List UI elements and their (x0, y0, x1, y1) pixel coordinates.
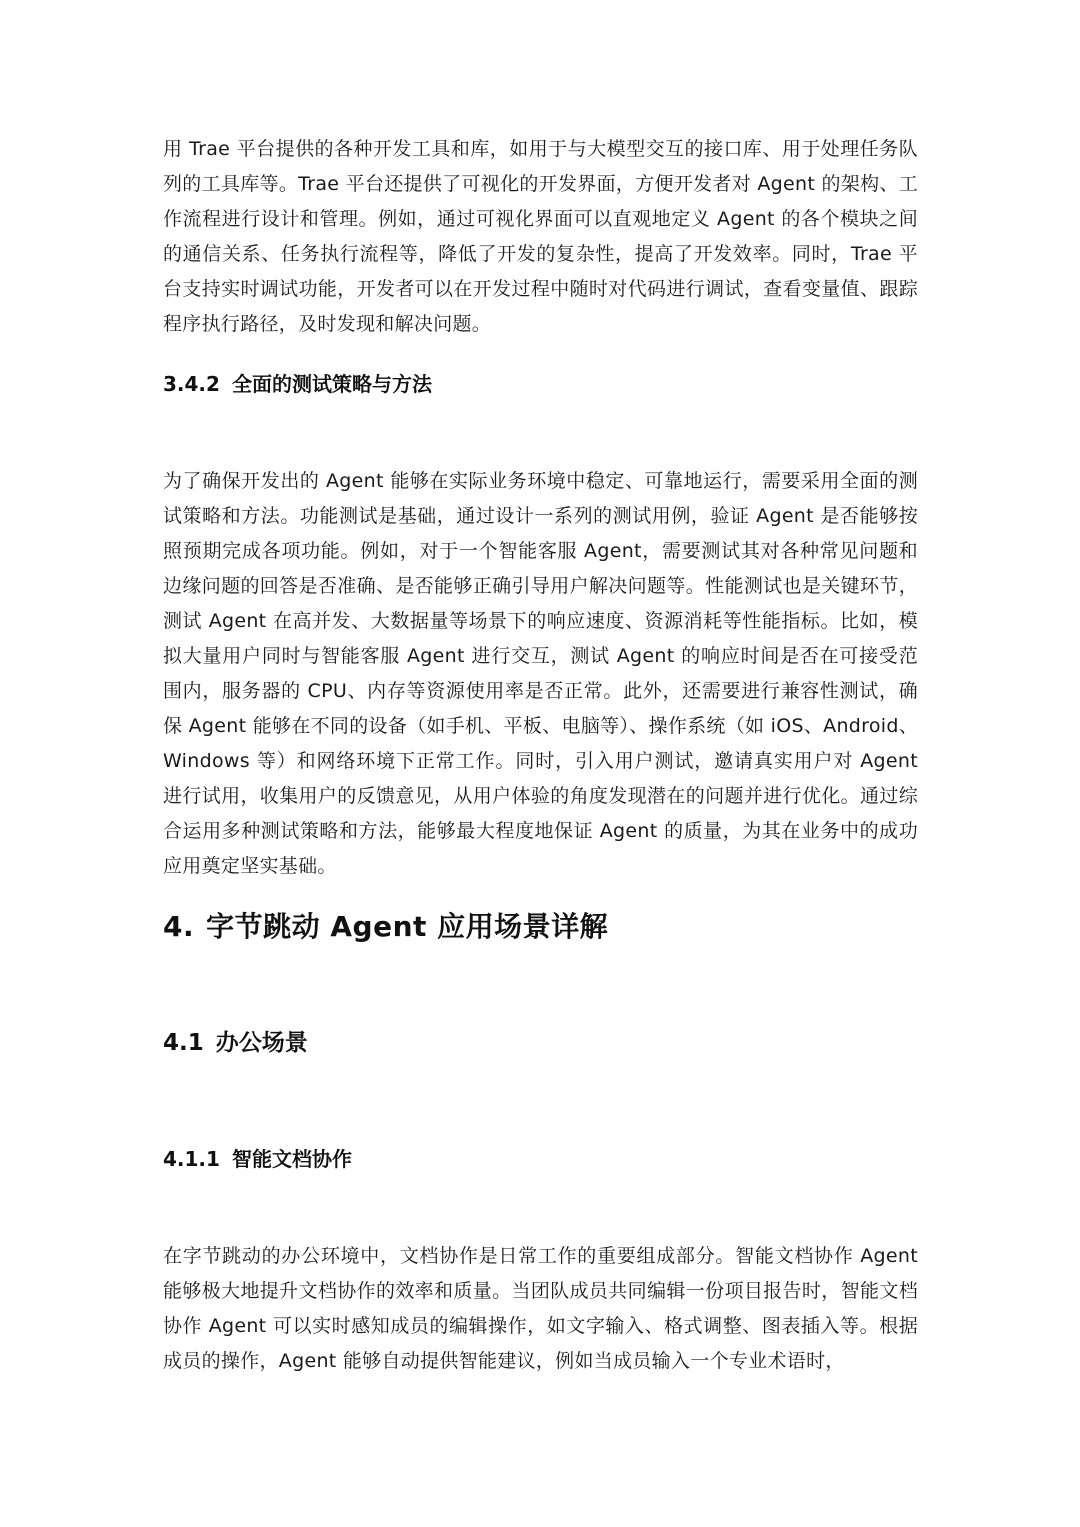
section-number: 4.1.1 (163, 1147, 220, 1171)
section-heading-4-1 (163, 1024, 308, 1062)
section-title: 全面的测试策略与方法 (231, 372, 432, 396)
section-number: 3.4.2 (163, 372, 220, 396)
paragraph-smart-doc-collab: 在字节跳动的办公环境中，文档协作是日常工作的重要组成部分。智能文档协作 Agent 能够极大地提升文档协作的效率和质量。当团队成员共同编辑一份项目报告时，智能文档协作 Agent 可以实时感知成员的编辑操作，如文字输入、格式调整、图表插入等。根据成员的操作，Agent 能够自动提供智能建议，例如当成员输入一个专业术语时， (163, 1245, 918, 1372)
section-heading-3-4-2 (163, 366, 432, 402)
section-heading-4-1-1 (163, 1141, 352, 1177)
chapter-number: 4. (163, 910, 195, 943)
chapter-title: 字节跳动 Agent 应用场景详解 (206, 910, 609, 943)
section-title: 智能文档协作 (231, 1147, 352, 1171)
chapter-heading-4 (163, 905, 608, 949)
paragraph-testing-strategy: 为了确保开发出的 Agent 能够在实际业务环境中稳定、可靠地运行，需要采用全面的测试策略和方法。功能测试是基础，通过设计一系列的测试用例，验证 Agent 是否能够按照预期完成各项功能。例如，对于一个智能客服 Agent，需要测试其对各种常见问题和边缘问题的回答是否准确、是否能够正确引导用户解决问题等。性能测试也是关键环节，测试 Agent 在高并发、大数据量等场景下的响应速度、资源消耗等性能指标。比如，模拟大量用户同时与智能客服 Agent 进行交互，测试 Agent 的响应时间是否在可接受范围内，服务器的 CPU、内存等资源使用率是否正常。此外，还需要进行兼容性测试，确保 Agent 能够在不同的设备（如手机、平板、电脑等）、操作系统（如 iOS、Android、Windows 等）和网络环境下正常工作。同时，引入用户测试，邀请真实用户对 Agent 进行试用，收集用户的反馈意见，从用户体验的角度发现潜在的问题并进行优化。通过综合运用多种测试策略和方法，能够最大程度地保证 Agent 的质量，为其在业务中的成功应用奠定坚实基础。 (163, 470, 919, 877)
section-title: 办公场景 (215, 1030, 308, 1056)
section-number: 4.1 (163, 1030, 204, 1056)
paragraph-trae-dev-tools: 用 Trae 平台提供的各种开发工具和库，如用于与大模型交互的接口库、用于处理任务队列的工具库等。Trae 平台还提供了可视化的开发界面，方便开发者对 Agent 的架构、工作流程进行设计和管理。例如，通过可视化界面可以直观地定义 Agent 的各个模块之间的通信关系、任务执行流程等，降低了开发的复杂性，提高了开发效率。同时，Trae 平台支持实时调试功能，开发者可以在开发过程中随时对代码进行调试，查看变量值、跟踪程序执行路径，及时发现和解决问题。 (163, 138, 918, 335)
